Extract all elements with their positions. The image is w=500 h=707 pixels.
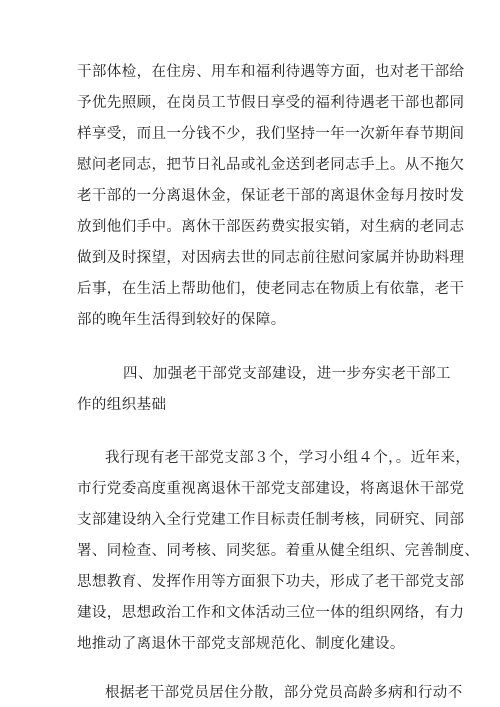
paragraph-1-line-5: 老干部的一分离退休金，保证老干部的离退休金每月按时发 (77, 188, 465, 204)
paragraph-1-line-3: 样享受，而且一分钱不少，我们坚持一年一次新年春节期间 (77, 126, 465, 142)
paragraph-2-line-5: 思想教育、发挥作用等方面狠下功夫，形成了老干部党支部 (77, 574, 465, 590)
paragraph-1-line-4: 慰问老同志，把节日礼品或礼金送到老同志手上。从不拖欠 (77, 157, 465, 173)
paragraph-3-line-1: 根据老干部党员居住分散，部分党员高龄多病和行动不 (105, 685, 463, 701)
paragraph-1-line-7: 做到及时探望，对因病去世的同志前往慰问家属并协助料理 (77, 250, 465, 266)
section-heading-line-2: 作的组织基础 (77, 397, 167, 413)
paragraph-1-line-9: 部的晚年生活得到较好的保障。 (77, 312, 286, 328)
paragraph-2-line-1: 我行现有老干部党支部３个，学习小组４个，。近年来， (105, 450, 471, 466)
paragraph-2-line-4: 署、同检查、同考核、同奖惩。着重从健全组织、完善制度、 (77, 543, 480, 559)
paragraph-1-line-2: 予优先照顾，在岗员工节假日享受的福利待遇老干部也都同 (77, 95, 465, 111)
paragraph-1-line-1: 干部体检，在住房、用车和福利待遇等方面，也对老干部给 (77, 64, 465, 80)
paragraph-1-line-6: 放到他们手中。离休干部医药费实报实销，对生病的老同志 (77, 219, 465, 235)
paragraph-2-line-6: 建设，思想政治工作和文体活动三位一体的组织网络，有力 (77, 605, 465, 621)
paragraph-2-line-3: 支部建设纳入全行党建工作目标责任制考核，同研究、同部 (77, 512, 465, 528)
section-heading-line-1: 四、加强老干部党支部建设，进一步夯实老干部工 (123, 366, 451, 382)
paragraph-2-line-2: 市行党委高度重视离退休干部党支部建设，将离退休干部党 (77, 481, 465, 497)
paragraph-2-line-7: 地推动了离退休干部党支部规范化、制度化建设。 (77, 636, 405, 652)
paragraph-1-line-8: 后事，在生活上帮助他们，使老同志在物质上有依靠，老干 (77, 281, 465, 297)
